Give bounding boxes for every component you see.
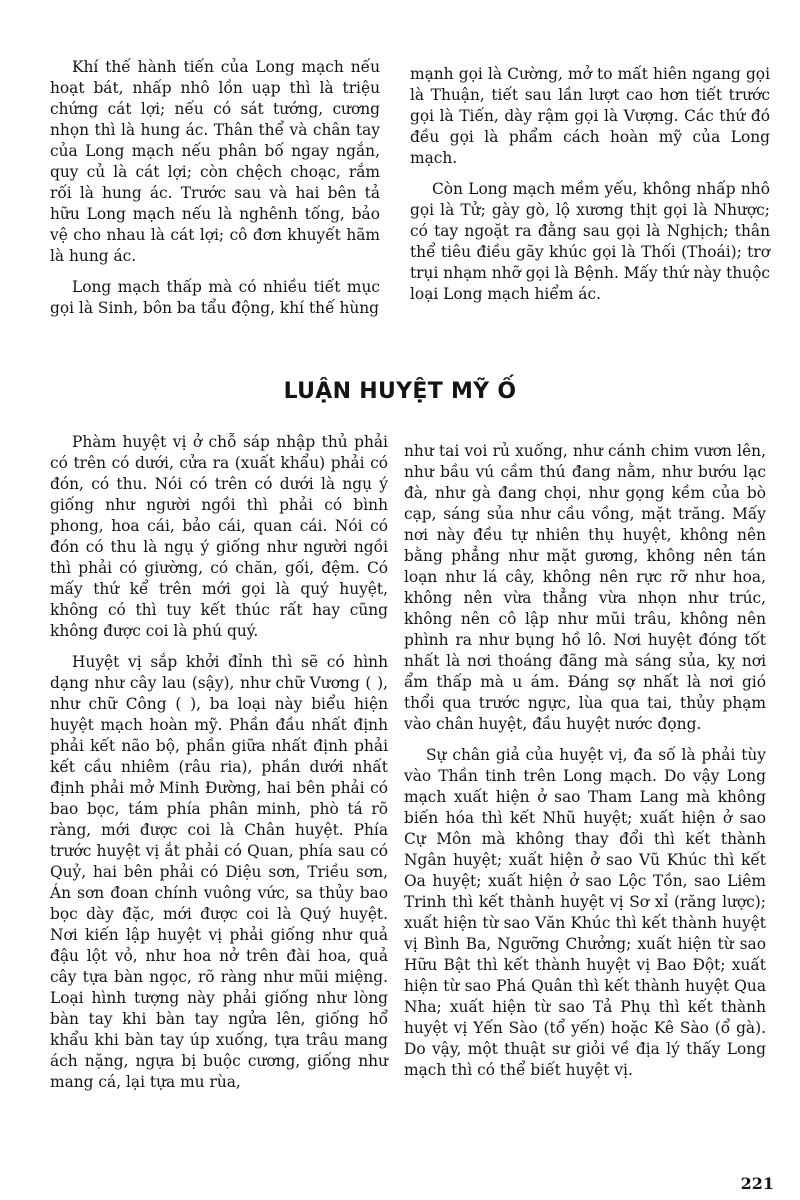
paragraph: Sự chân giả của huyệt vị, đa số là phải tùy vào Thần tinh trên Long mạch. Do vậy Long mạch xuất hiện ở sao Tham Lang mà không biến hóa thì kết Nhũ huyệt; xuất hiện ở sao Cự Môn mà không thay đổi thì kết thành Ngân huyệt; xuất hiện ở sao Vũ Khúc thì kết Oa huyệt; xuất hiện ở sao Lộc Tồn, sao Liêm Trinh thì kết thành huyệt vị Sơ xỉ (răng lược); xuất hiện từ sao Văn Khúc thì kết thành huyệt vị Bình Ba, Ngưỡng Chưởng; xuất hiện từ sao Hữu Bật thì kết thành huyệt vị Bao Đột; xuất hiện từ sao Phá Quân thì kết thành huyệt Qua Nha; xuất hiện từ sao Tả Phụ thì kết thành huyệt vị Yến Sào (tổ yến) hoặc Kê Sào (ổ gà). Do vậy, một thuật sư giỏi về địa lý thấy Long mạch thì có thể biết huyệt vị. — [404, 746, 766, 1079]
paragraph: Phàm huyệt vị ở chỗ sáp nhập thủ phải có trên có dưới, cửa ra (xuất khẩu) phải có đón, có thu. Nói có trên có dưới là ngụ ý giống như người ngồi thì phải có bình phong, hoa cái, bảo cái, quan cái. Nói có đón có thu là ngụ ý giống như người ngồi thì phải có giường, có chăn, gối, đệm. Có mấy thứ kể trên mới gọi là quý huyệt, không có thì tuy kết thúc rất hay cũng không được coi là phú quý. — [50, 433, 388, 640]
paragraph: Còn Long mạch mềm yếu, không nhấp nhô gọi là Tử; gày gò, lộ xương thịt gọi là Nhược; có tay ngoặt ra đằng sau gọi là Nghịch; thân thể tiêu điều gãy khúc gọi là Thối (Thoái); trơ trụi nhạm nhỡ gọi là Bệnh. Mấy thứ này thuộc loại Long mạch hiểm ác. — [410, 180, 770, 303]
page-number: 221 — [740, 1174, 774, 1193]
bottom-right-column — [404, 441, 766, 1081]
paragraph: Long mạch thấp mà có nhiều tiết mục gọi là Sinh, bôn ba tẩu động, khí thế hùng — [50, 278, 380, 317]
paragraph: như tai voi rủ xuống, như cánh chim vươn lên, như bầu vú cầm thú đang nằm, như bướu lạc đà, như gà đang chọi, như gọng kềm của bò cạp, sáng sủa như cầu vồng, mặt trăng. Mấy nơi này đều tự nhiên thụ huyệt, không nên bằng phẳng như mặt gương, không nên tán loạn như lá cây, không nên rực rỡ như hoa, không nên vừa thẳng vừa nhọn như trúc, không nên cô lập như mũi trâu, không nên phình ra như bụng hồ lô. Nơi huyệt đóng tốt nhất là nơi thoáng đãng mà sáng sủa, kỵ nơi ẩm thấp mà u ám. Đáng sợ nhất là nơi gió thổi qua trước ngực, lùa qua tai, thủy phạm vào chân huyệt, đầu huyệt nước đọng. — [404, 442, 766, 733]
paragraph: mạnh gọi là Cường, mở to mất hiên ngang gọi là Thuận, tiết sau lần lượt cao hơn tiết trước gọi là Tiến, dày rậm gọi là Vượng. Các thứ đó đều gọi là phẩm cách hoàn mỹ của Long mạch. — [410, 65, 770, 167]
bottom-left-column — [50, 432, 388, 1093]
section-title: LUẬN HUYỆT MỸ Ố — [283, 379, 517, 404]
paragraph: Khí thế hành tiến của Long mạch nếu hoạt bát, nhấp nhô lồn uạp thì là triệu chứng cát lợi; nếu có sát tướng, cương nhọn thì là hung ác. Thân thể và chân tay của Long mạch nếu phân bố ngay ngắn, quy củ là cát lợi; còn chệch choạc, rắm rối là hung ác. Trước sau và hai bên tả hữu Long mạch nếu là nghênh tống, bảo vệ cho nhau là cát lợi; cô đơn khuyết hãm là hung ác. — [50, 58, 380, 265]
paragraph: Huyệt vị sắp khởi đỉnh thì sẽ có hình dạng như cây lau (sậy), như chữ Vương ( ), như chữ Công ( ), ba loại này biểu hiện huyệt mạch hoàn mỹ. Phần đầu nhất định phải kết não bộ, phần giữa nhất định phải kết cầu nhiêm (râu ria), phần dưới nhất định phải mở Minh Đường, hai bên phải có bao bọc, tám phía phân minh, phò tá rõ ràng, mới được coi là Chân huyệt. Phía trước huyệt vị ắt phải có Quan, phía sau có Quỷ, hai bên phải có Diệu sơn, Triều sơn, Án sơn đoan chính vuông vức, sa thủy bao bọc dày đặc, mới được coi là Quý huyệt. Nơi kiến lập huyệt vị phải giống như quả đậu lột vỏ, như hoa nở trên đài hoa, quả cây tựa bàn ngọc, rõ ràng như mũi miệng. Loại hình tượng này phải giống như lòng bàn tay khi bàn tay ngửa lên, giống hổ khẩu khi bàn tay úp xuống, tựa trâu mang ách nặng, ngựa bị buộc cương, giống như mang cá, lại tựa mu rùa, — [50, 653, 388, 1091]
top-right-column — [410, 64, 770, 305]
top-left-column — [50, 57, 380, 319]
